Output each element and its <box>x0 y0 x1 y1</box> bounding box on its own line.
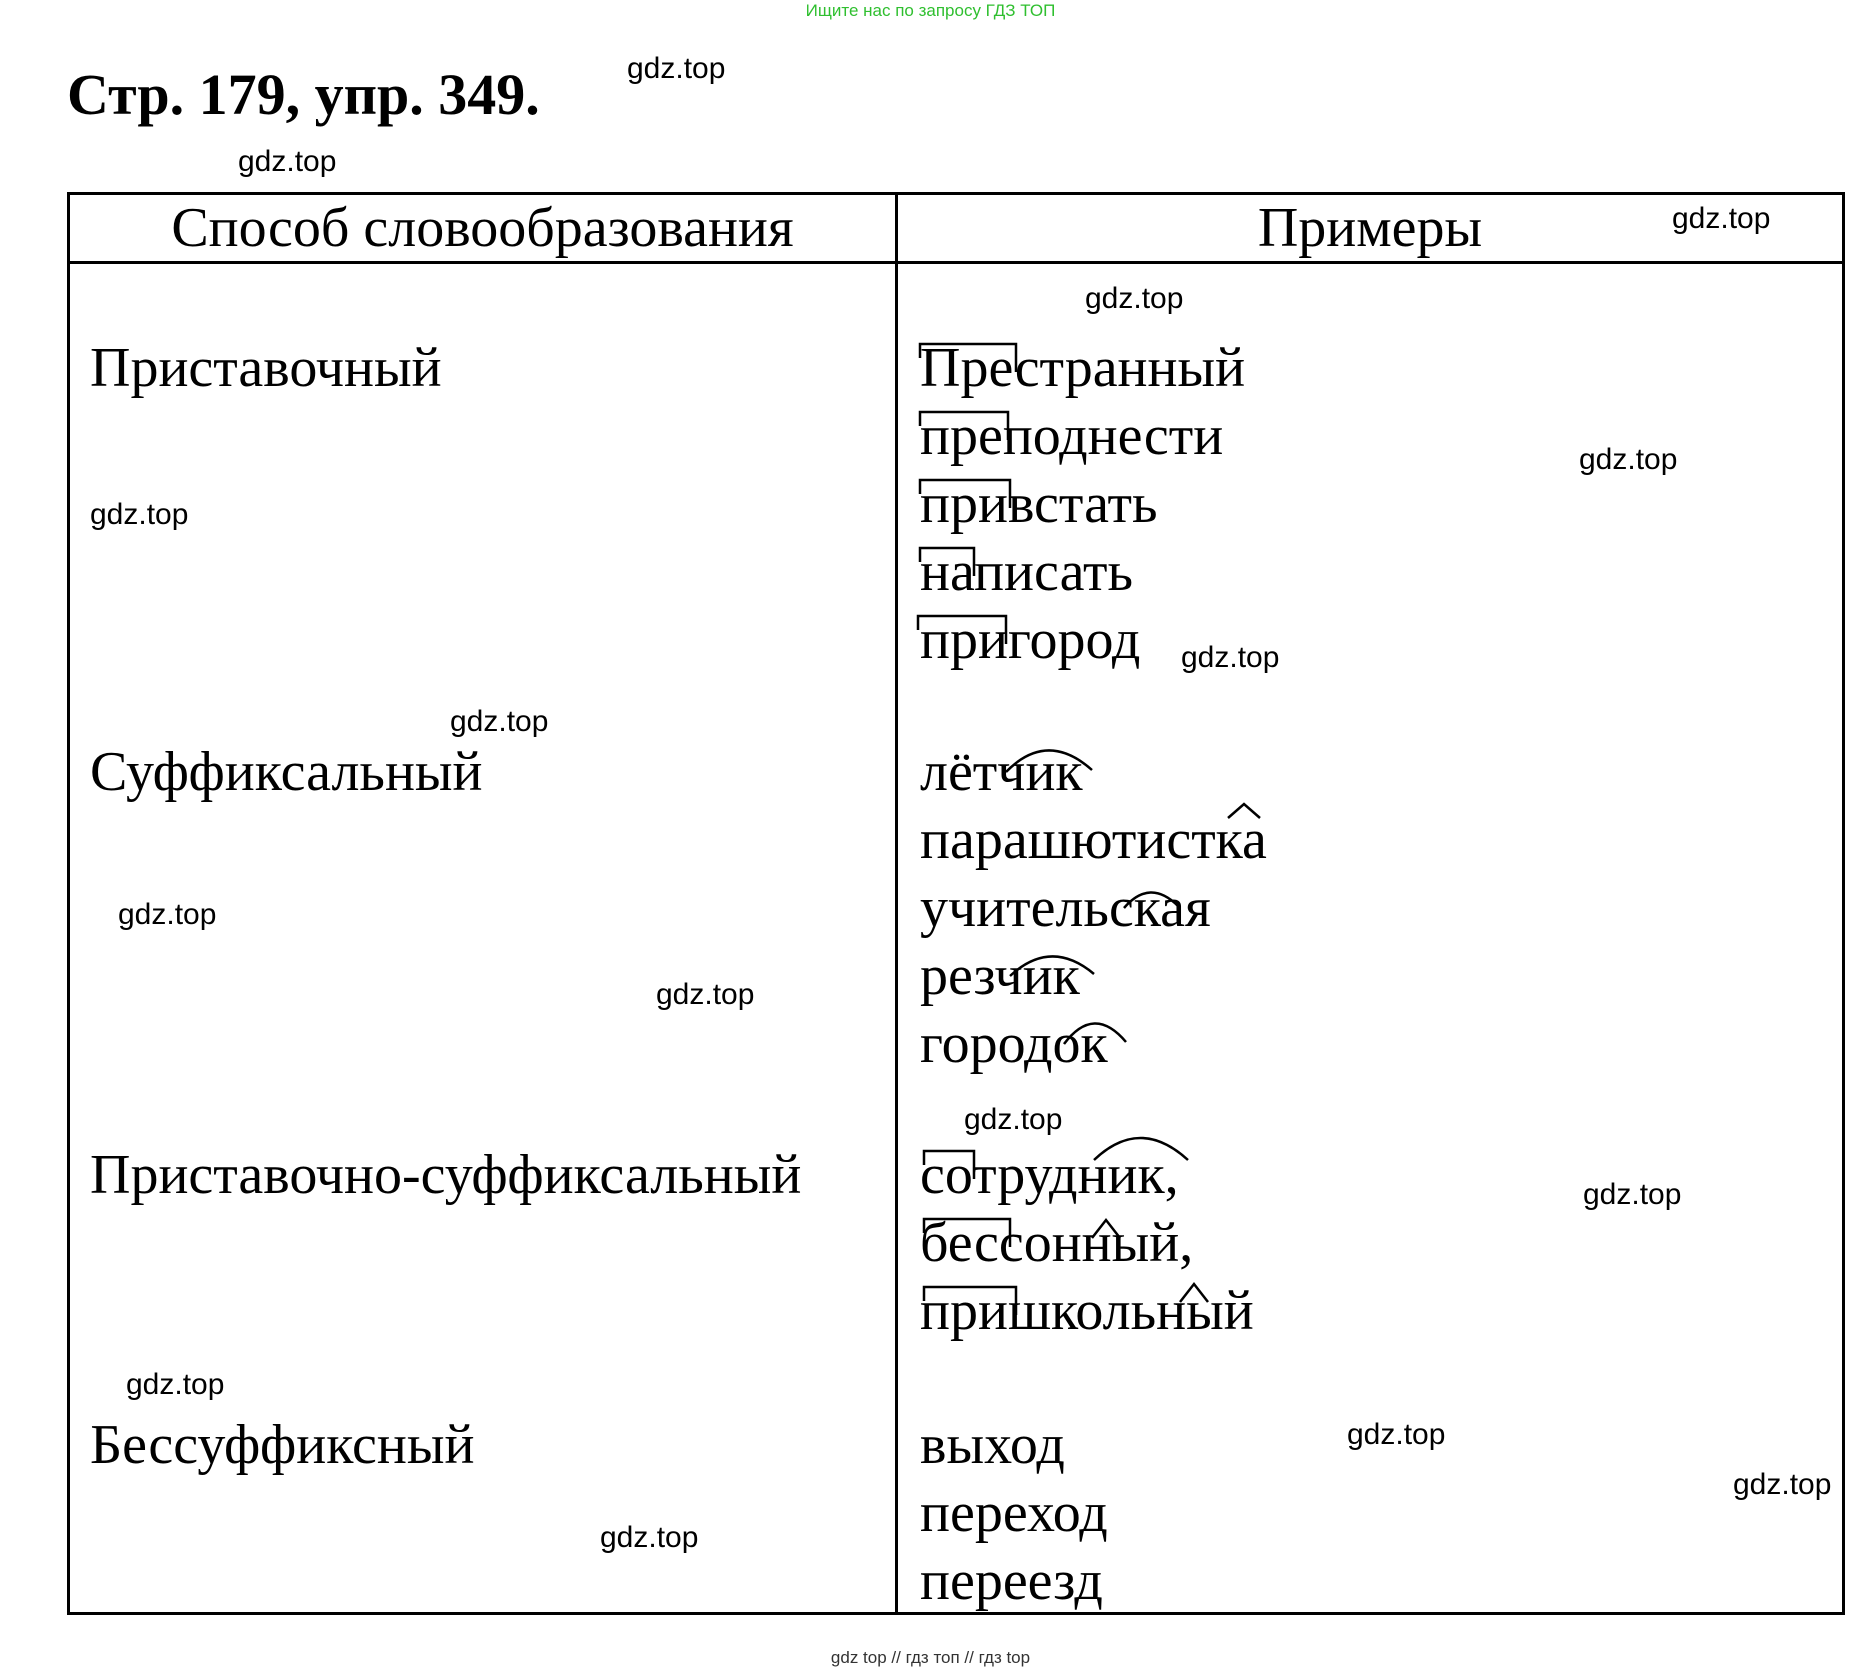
watermark: gdz.top <box>1733 1468 1832 1501</box>
example-word: привстать <box>920 473 1158 535</box>
example-word: Престранный <box>920 337 1246 399</box>
watermark: gdz.top <box>1672 202 1771 235</box>
page-title: Стр. 179, упр. 349. <box>67 62 540 127</box>
example-word: бессонный, <box>920 1212 1194 1274</box>
header-divider <box>67 261 1845 264</box>
watermark: gdz.top <box>627 52 726 85</box>
method-non-suffixal: Бессуффиксный <box>90 1414 475 1476</box>
footer-links: gdz top // гдз топ // гдз top <box>830 1648 1031 1667</box>
column-header-examples: Примеры <box>1257 197 1483 259</box>
example-word: парашютистка <box>920 809 1267 871</box>
watermark: gdz.top <box>90 498 189 531</box>
watermark: gdz.top <box>238 145 337 178</box>
method-prefixal-suffixal: Приставочно-суффиксальный <box>90 1144 802 1206</box>
example-word: городок <box>920 1013 1108 1075</box>
search-banner: Ищите нас по запросу ГДЗ ТОП <box>805 1 1056 20</box>
watermark: gdz.top <box>1085 282 1184 315</box>
watermark: gdz.top <box>1579 443 1678 476</box>
example-word: учительская <box>920 877 1211 939</box>
method-suffixal: Суффиксальный <box>90 741 483 803</box>
example-word: лётчик <box>920 741 1083 803</box>
example-word: написать <box>920 541 1133 603</box>
example-word: преподнести <box>920 405 1224 467</box>
example-word: сотрудник, <box>920 1144 1179 1206</box>
watermark: gdz.top <box>964 1103 1063 1136</box>
column-header-method: Способ словообразования <box>171 197 794 259</box>
column-divider <box>895 192 898 1615</box>
example-word: переезд <box>920 1550 1103 1612</box>
example-word: пришкольный <box>920 1280 1254 1342</box>
example-word: выход <box>920 1414 1065 1476</box>
watermark: gdz.top <box>450 705 549 738</box>
example-word: резчик <box>920 945 1080 1007</box>
watermark: gdz.top <box>126 1368 225 1401</box>
watermark: gdz.top <box>1347 1418 1446 1451</box>
method-prefixal: Приставочный <box>90 337 442 399</box>
example-word: пригород <box>920 609 1141 671</box>
example-word: переход <box>920 1482 1108 1544</box>
watermark: gdz.top <box>118 898 217 931</box>
watermark: gdz.top <box>656 978 755 1011</box>
watermark: gdz.top <box>1583 1178 1682 1211</box>
watermark: gdz.top <box>1181 641 1280 674</box>
watermark: gdz.top <box>600 1521 699 1554</box>
